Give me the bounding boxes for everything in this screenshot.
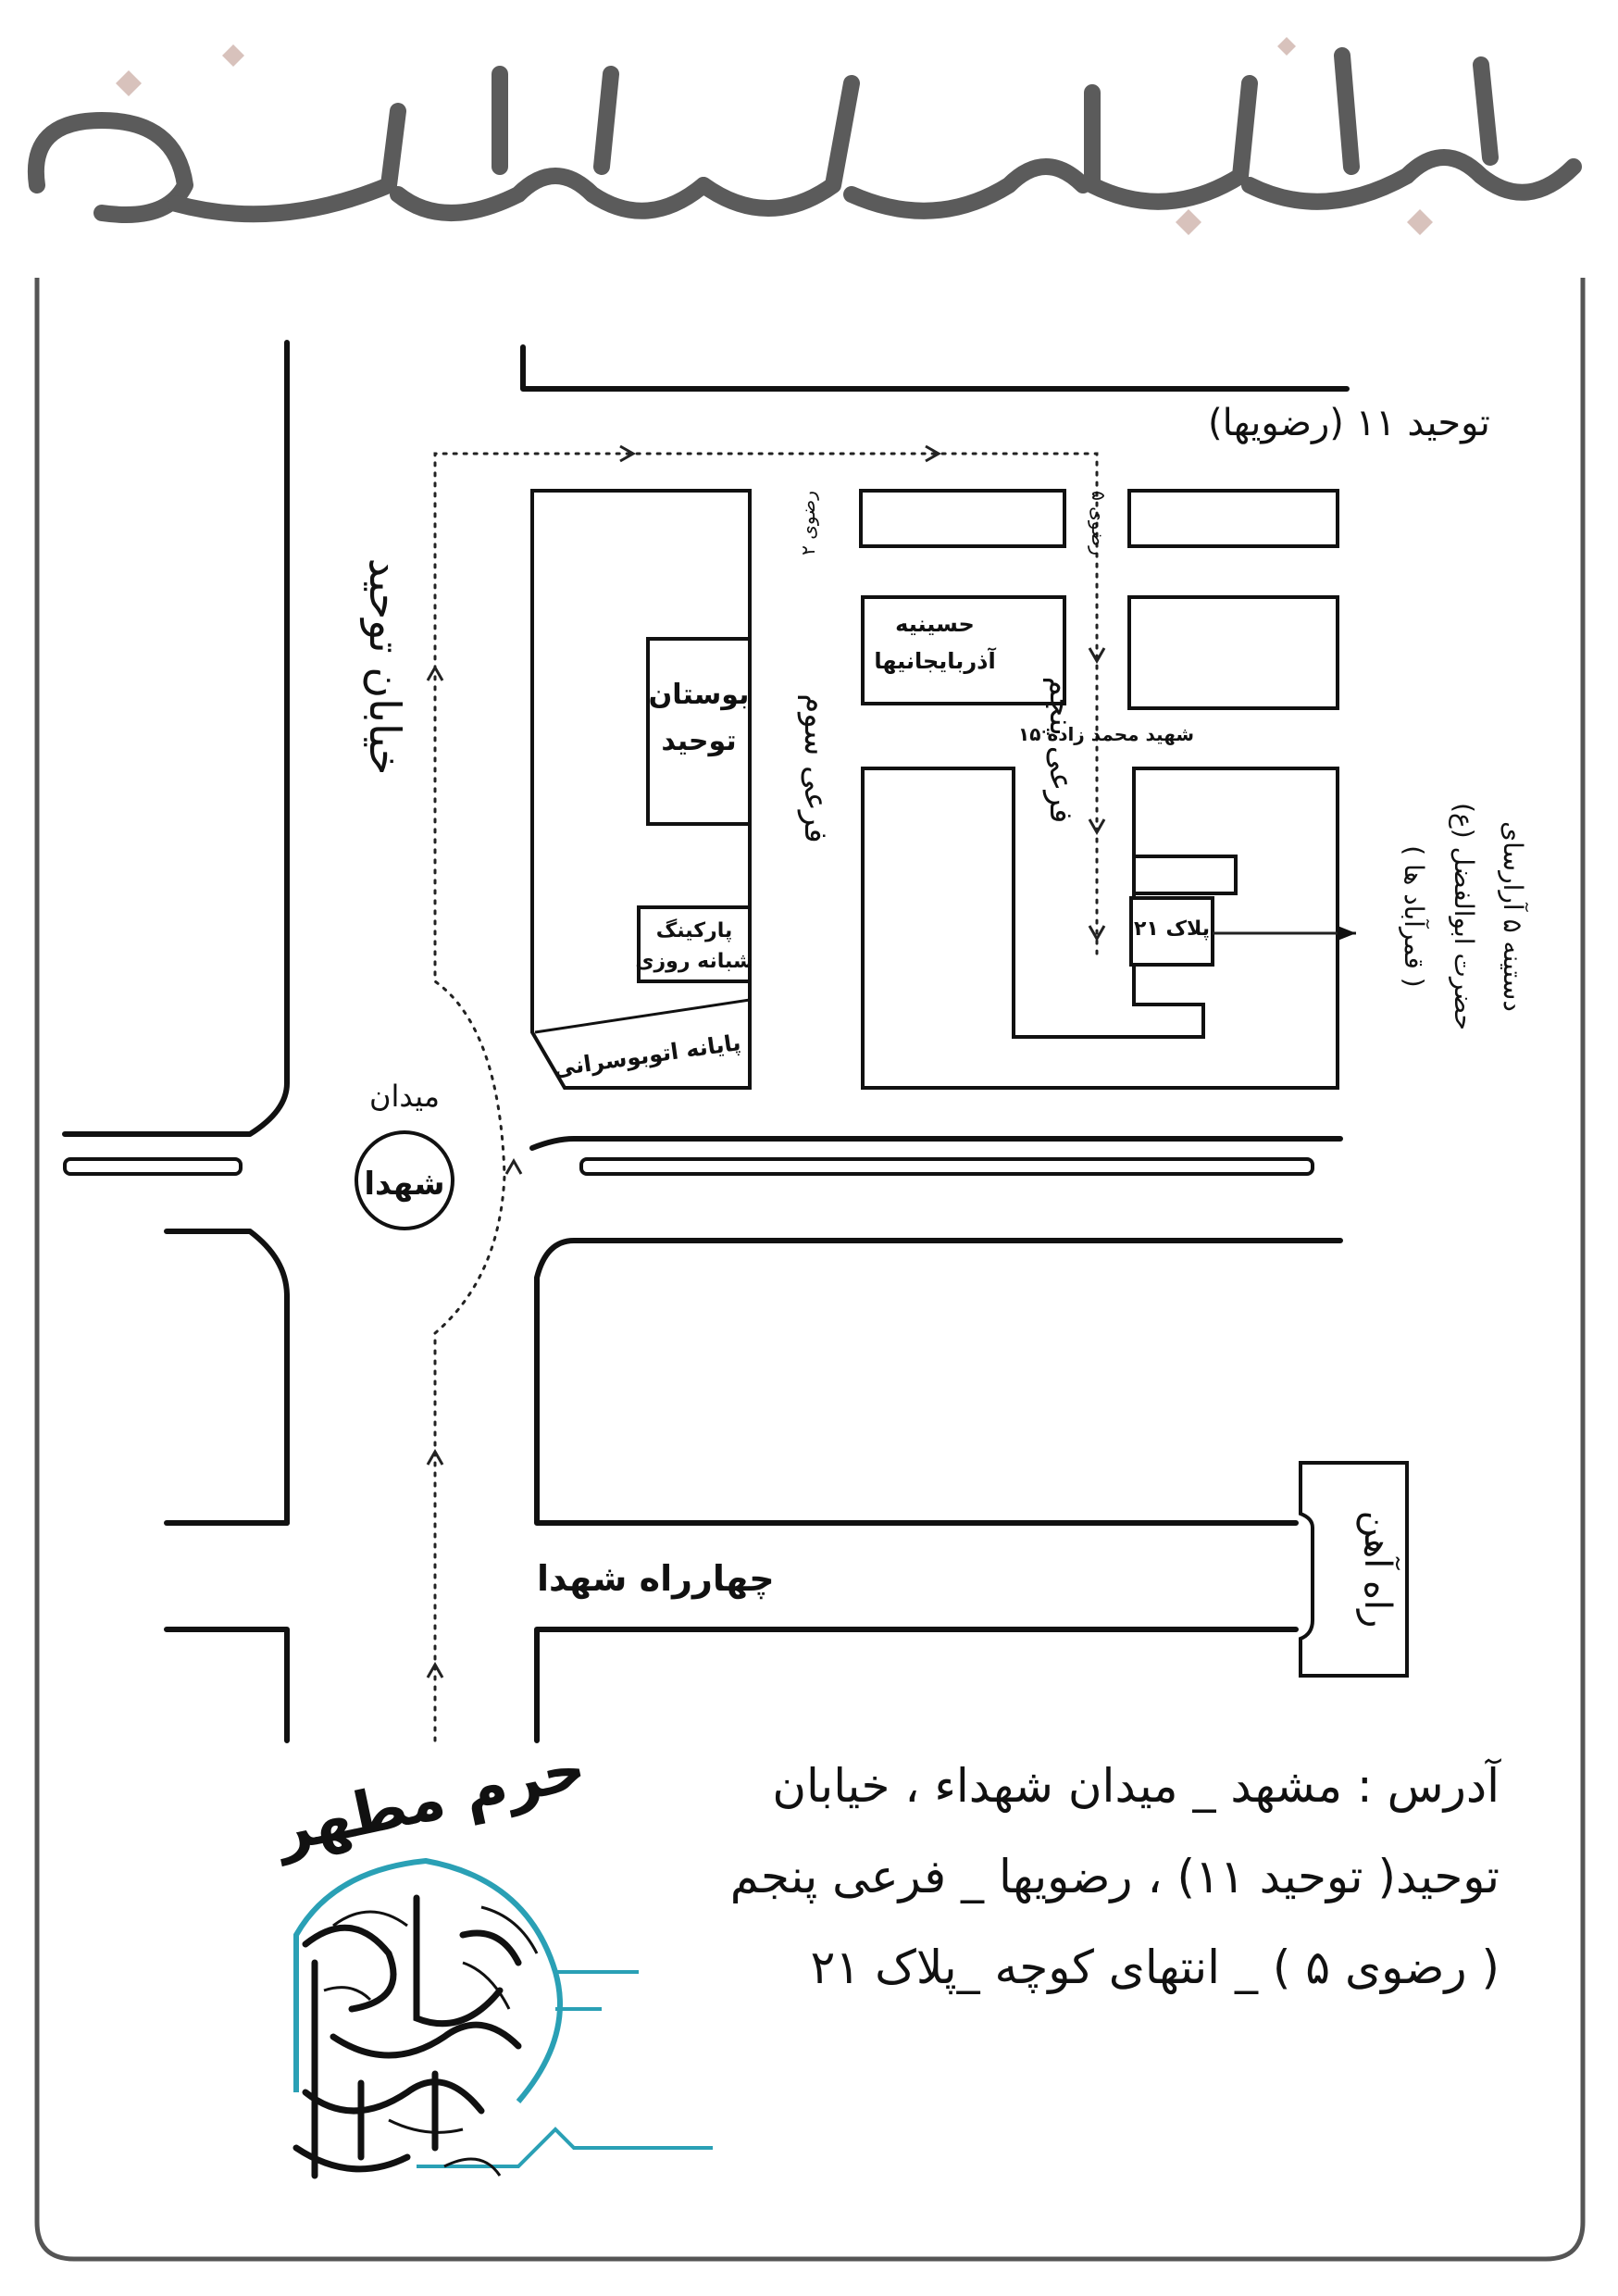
address-line-3: ( رضوی ۵ ) _ انتهای کوچه _پلاک ۲۱: [810, 1940, 1500, 1994]
road-crossroads-lower-right: [537, 1629, 1296, 1741]
address-line-2: توحید( توحید ۱۱) ، رضویها _ فرعی پنجم: [729, 1850, 1500, 1903]
shrine-emblem: [268, 1734, 713, 2176]
route-arrow-3: [506, 1161, 521, 1174]
label-destination-line3: ( قمرآباد ها ): [1399, 845, 1429, 988]
block-top-right: [1129, 491, 1338, 546]
address-block: [685, 1741, 1500, 2013]
road-median: [581, 1159, 1313, 1174]
block-right-middle: [1129, 597, 1338, 708]
label-alley-5: رضوی ۵: [1088, 491, 1110, 555]
dome-calligraphy: [296, 1898, 518, 2176]
label-park-line2: توحید: [661, 725, 737, 757]
calligraphy-title: [36, 37, 1574, 235]
road-left-inner-edge: [532, 1139, 1340, 1148]
label-railway: راه آهن: [1356, 1510, 1399, 1628]
label-third-branch: فرعی سوم: [797, 693, 834, 843]
label-plaque: پلاک ۲۱: [1133, 917, 1211, 941]
road-top-street: [523, 347, 1347, 389]
label-destination-line1: دستینه ۵ آرارسای: [1498, 821, 1528, 1012]
label-park-line1: بوستان: [648, 679, 750, 711]
block-top-middle: [861, 491, 1064, 546]
minaret-icon: [417, 1972, 713, 2166]
label-alley-2: رضوی ۲: [797, 491, 819, 555]
label-martyr-street: شهید محمد زاده ۱۵: [1018, 723, 1195, 745]
label-parking-line1: پارکینگ: [655, 919, 733, 942]
label-fifth-branch: فرعی پنجم: [1042, 676, 1079, 824]
label-crossroads: چهارراه شهدا: [537, 1558, 775, 1599]
road-median-left: [65, 1159, 241, 1174]
road-crossroads-lower-left: [167, 1629, 287, 1741]
label-destination-line2: حضرت ابوالفضل (ع): [1449, 803, 1479, 1030]
label-top-street: توحید ۱۱ (رضویها): [1208, 402, 1490, 444]
label-husseiniyeh-line1: حسینیه: [895, 611, 975, 637]
destination-arrow-head: [1338, 926, 1356, 941]
label-husseiniyeh-line2: آذربایجانیها: [874, 648, 996, 674]
road-right-lower-top: [537, 1241, 1340, 1315]
label-parking-line2: شبانه روزی: [635, 950, 753, 973]
road-left-outer-edge-lower: [167, 1231, 287, 1523]
label-bus-terminal: پایانه اتوبوسرانی: [551, 1029, 743, 1082]
dome-icon: [296, 1861, 560, 2102]
label-square-title: میدان: [369, 1079, 440, 1114]
road-crossroads-upper-right: [537, 1315, 1296, 1523]
label-left-street: خیابان توحید: [360, 557, 410, 776]
road-left-outer-edge: [65, 343, 287, 1134]
block-lower-middle: [863, 768, 1338, 1088]
label-shrine: حرم مطهر: [270, 1734, 592, 1866]
label-square-name: شهدا: [364, 1166, 445, 1203]
address-line-1: آدرس : مشهد _ میدان شهداء ، خیابان: [772, 1759, 1500, 1813]
